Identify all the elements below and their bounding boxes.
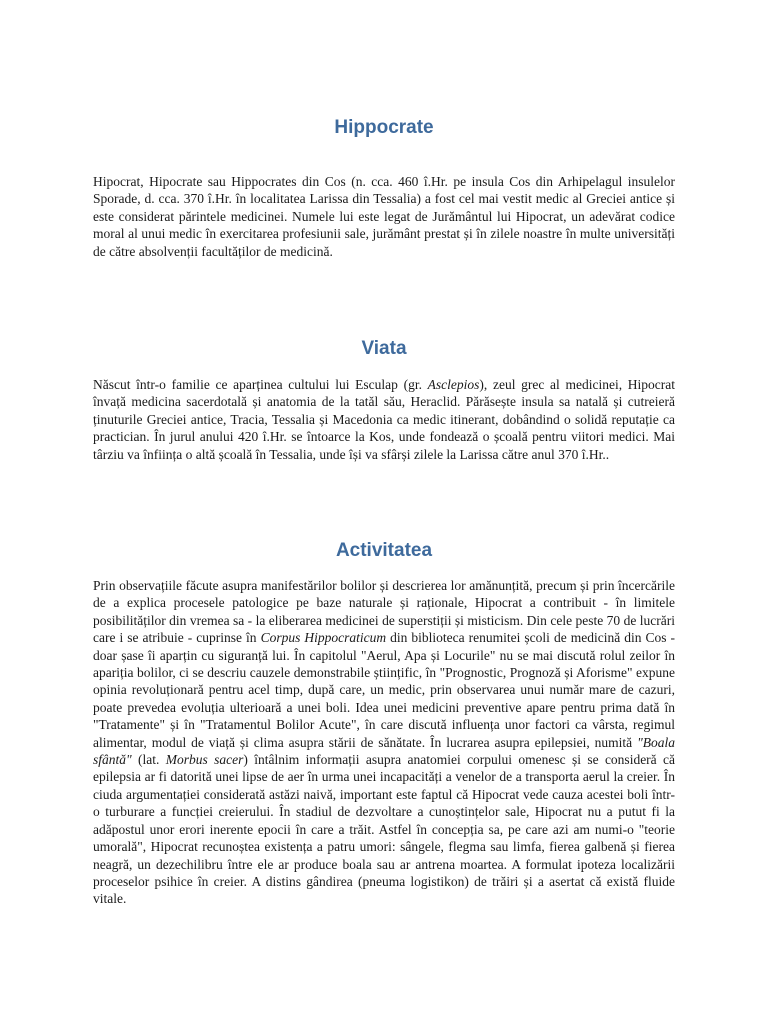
text-run: din biblioteca renumitei școli de medicină din Cos - doar șase îi aparțin cu siguranță lui. În capitolul "Aerul, Apa și Locurile" nu se mai discută rolul zeilor în apariția bolilor, ci se descriu cauzele demonstrabile științific, în "Prognostic, Prognoză și Aforisme" expune opinia revoluționară pentru acel timp, după care, un medic, prin observarea unui număr mare de cazuri, poate prevedea evoluția ulterioară a unei boli. Idea unei medicini preventive apare pentru prima dată în "Tratamente" și în "Tratamentul Bolilor Acute", în care discută influența unor factori ca vârsta, regimul alimentar, modul de viață și clima asupra stării de sănătate. În lucrarea asupra epilepsiei, numită	[93, 630, 676, 750]
section-paragraph-activitatea	[93, 577, 675, 908]
italic-text: Asclepios	[427, 377, 480, 392]
italic-text: Corpus Hippocraticum	[260, 630, 387, 646]
text-run: (lat.	[131, 752, 166, 768]
section-title-activitatea: Activitatea	[335, 540, 433, 561]
text-run: Prin observațiile făcute asupra manifestărilor bolilor și descrierea lor amănunțită, precum și prin încercările de a explica procesele patologice pe baze naturale și raționale, Hipocrat a contribuit - în limitele posibilităților din vremea sa - la eliberarea medicinei de superstiții și misticism. Din cele peste 70 de lucrări care i se atribuie - cuprinse în	[93, 578, 675, 646]
section-paragraph-hippocrate	[93, 173, 675, 260]
italic-text: Morbus sacer	[165, 752, 244, 768]
text-run: Hipocrat, Hipocrate sau Hippocrates din Cos (n. cca. 460 î.Hr. pe insula Cos din Arhipelagul insulelor Sporade, d. cca. 370 î.Hr. în localitatea Larissa din Tessalia) a fost cel mai vestit medic al Greciei antice și este considerat părintele medicinei. Numele lui este legat de Jurământul lui Hipocrat, un adevărat codice moral al unui medic în exercitarea profesiunii sale, jurământ prestat și în zilele noastre în multe universități de către absolvenții facultăților de medicină.	[93, 174, 675, 259]
text-run: ), zeul grec al medicinei, Hipocrat învață medicina sacerdotală și anatomia de la tatăl său, Heraclid. Părăsește insula sa natală și cutreieră ținuturile Greciei antice, Tracia, Tessalia și Macedonia ca medic itinerant, dobândind o solidă reputație ca practician. În jurul anului 420 î.Hr. se întoarce la Kos, unde fondează o școală pentru viitori medici. Mai târziu va înființa o altă școală în Tessalia, unde își va sfârși zilele la Larissa către anul 370 î.Hr..	[93, 377, 675, 462]
text-run: ) întâlnim informații asupra anatomiei corpului omenesc și se consideră că epilepsia ar fi datorită unei lipse de aer în urma unei incapacități a venelor de a transporta aerul la creier. În ciuda argumentației considerată astăzi naivă, important este faptul că Hipocrat vede cauza acestei boli într-o turburare a funcției creierului. În stadiul de dezvoltare a cunoștințelor sale, Hipocrat nu a putut fi la adăpostul unor erori inerente epocii în care a trăit. Astfel în concepția sa, pe care azi am numi-o "teorie umorală", Hipocrat recunoștea existența a patru umori: sângele, flegma sau limfa, fierea galbenă și fierea neagră, un dezechilibru între ele ar produce boala sau ar antrena moartea. A formulat ipoteza localizării proceselor psihice în creier. A distins gândirea (pneuma logistikon) de trăiri și a asertat că există fluide vitale.	[93, 752, 676, 907]
italic-text: "Boala sfântă"	[93, 734, 675, 768]
text-run: Născut într-o familie ce aparținea cultului lui Esculap (gr.	[93, 377, 428, 392]
section-paragraph-viata	[93, 376, 675, 463]
section-title-hippocrate: Hippocrate	[334, 117, 434, 138]
section-title-viata: Viata	[361, 338, 407, 359]
